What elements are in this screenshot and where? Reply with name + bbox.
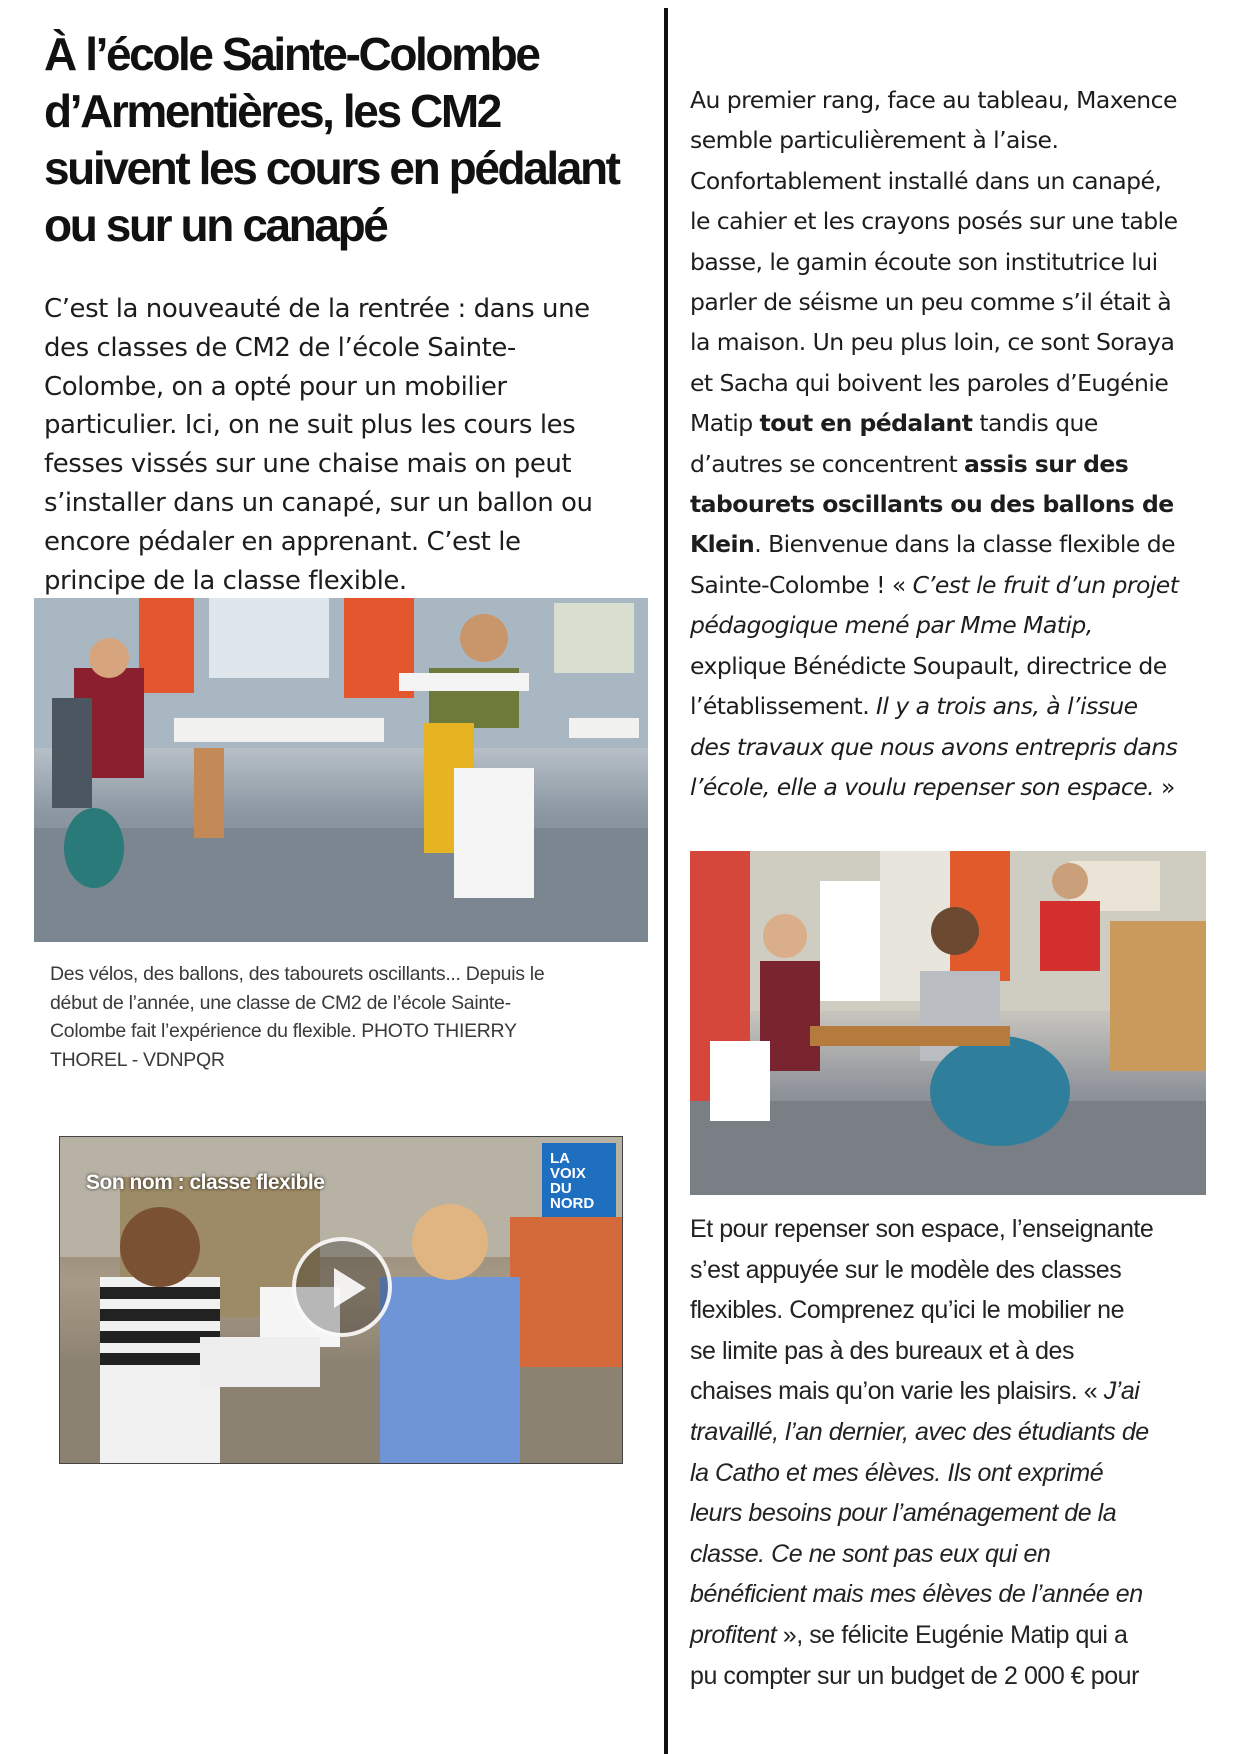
column-divider bbox=[664, 8, 668, 1754]
video-title: Son nom : classe flexible bbox=[86, 1171, 325, 1194]
text-line: Confortablement installé dans un canapé, bbox=[690, 166, 1162, 195]
text-line bbox=[690, 1574, 1210, 1615]
text-line bbox=[690, 484, 1210, 524]
text-line bbox=[690, 1412, 1210, 1453]
text-segment: Matip bbox=[690, 409, 760, 438]
italic-segment: travaillé, l’an dernier, avec des étudiants de bbox=[690, 1417, 1149, 1446]
classroom-photo-ball-illustration bbox=[690, 851, 1206, 1195]
article-headline bbox=[44, 26, 642, 254]
play-icon[interactable] bbox=[292, 1237, 392, 1337]
text-line bbox=[690, 1493, 1210, 1534]
text-line bbox=[690, 1453, 1210, 1494]
text-line: Et pour repenser son espace, l’enseignante bbox=[690, 1215, 1154, 1243]
text-line: Au premier rang, face au tableau, Maxence bbox=[690, 86, 1177, 114]
text-line: semble particulièrement à l’aise. bbox=[690, 126, 1059, 155]
intro-line: particulier. Ici, on ne suit plus les cours les bbox=[44, 410, 576, 441]
italic-segment: des travaux que nous avons entrepris dans bbox=[690, 732, 1178, 761]
intro-line: principe de la classe flexible. bbox=[44, 565, 407, 596]
classroom-photo-bikes bbox=[34, 598, 648, 942]
classroom-photo-ball bbox=[690, 851, 1206, 1195]
text-line bbox=[690, 565, 1210, 605]
italic-segment: l’école, elle a voulu repenser son espace. bbox=[690, 772, 1155, 801]
text-segment: l’établissement. bbox=[690, 692, 877, 721]
left-column bbox=[44, 26, 642, 600]
text-line bbox=[690, 403, 1210, 443]
brand-line: DU bbox=[550, 1180, 572, 1197]
italic-segment: Il y a trois ans, à l’issue bbox=[876, 692, 1138, 721]
text-line: flexibles. Comprenez qu’ici le mobilier ne bbox=[690, 1296, 1125, 1325]
caption-line: Colombe fait l’expérience du flexible. PHOTO THIERRY bbox=[50, 1020, 517, 1042]
italic-segment: profitent bbox=[690, 1620, 777, 1649]
text-segment: tandis que bbox=[972, 409, 1098, 438]
text-segment: . Bienvenue dans la classe flexible de bbox=[754, 530, 1175, 559]
text-line bbox=[690, 1615, 1210, 1656]
intro-line: fesses vissés sur une chaise mais on peut bbox=[44, 449, 572, 480]
headline-line: ou sur un canapé bbox=[44, 199, 387, 251]
bold-segment: tout en pédalant bbox=[759, 409, 973, 438]
caption-line: début de l’année, une classe de CM2 de l’école Sainte- bbox=[50, 991, 511, 1014]
italic-segment: bénéficient mais mes élèves de l’année en bbox=[690, 1580, 1143, 1609]
text-line bbox=[690, 727, 1210, 767]
text-line bbox=[690, 767, 1210, 807]
bold-segment: Klein bbox=[690, 530, 755, 559]
text-line: la maison. Un peu plus loin, ce sont Soraya bbox=[690, 328, 1175, 357]
text-line: pu compter sur un budget de 2 000 € pour bbox=[690, 1661, 1139, 1690]
text-line: s’est appuyée sur le modèle des classes bbox=[690, 1255, 1122, 1284]
caption-line: THOREL - VDNPQR bbox=[50, 1048, 225, 1071]
italic-segment: classe. Ce ne sont pas eux qui en bbox=[690, 1539, 1051, 1568]
brand-line: VOIX bbox=[550, 1165, 586, 1182]
headline-line: À l’école Sainte-Colombe bbox=[44, 28, 539, 80]
text-line bbox=[690, 1371, 1210, 1412]
text-line: le cahier et les crayons posés sur une table bbox=[690, 207, 1178, 236]
italic-segment: J’ai bbox=[1103, 1377, 1140, 1406]
italic-segment: la Catho et mes élèves. Ils ont exprimé bbox=[690, 1458, 1104, 1487]
italic-segment: leurs besoins pour l’aménagement de la bbox=[690, 1499, 1117, 1528]
text-line bbox=[690, 524, 1210, 564]
text-segment: » bbox=[1154, 772, 1175, 801]
intro-line: des classes de CM2 de l’école Sainte- bbox=[44, 332, 516, 363]
text-segment: chaises mais qu’on varie les plaisirs. « bbox=[690, 1377, 1104, 1406]
headline-line: suivent les cours en pédalant bbox=[44, 142, 619, 194]
intro-line: C’est la nouveauté de la rentrée : dans une bbox=[44, 294, 590, 324]
text-line bbox=[690, 1534, 1210, 1575]
video-player[interactable] bbox=[60, 1137, 622, 1463]
intro-line: s’installer dans un canapé, sur un ballon ou bbox=[44, 487, 593, 518]
headline-line: d’Armentières, les CM2 bbox=[44, 85, 500, 137]
brand-line: LA bbox=[550, 1150, 570, 1167]
article-paragraph-2 bbox=[690, 1209, 1210, 1696]
article-paragraph-1 bbox=[690, 80, 1210, 807]
text-segment: d’autres se concentrent bbox=[690, 449, 965, 478]
text-line: basse, le gamin écoute son institutrice lui bbox=[690, 247, 1158, 276]
bold-segment: assis sur des bbox=[964, 449, 1129, 478]
text-line: parler de séisme un peu comme s’il était à bbox=[690, 288, 1172, 317]
la-voix-du-nord-logo bbox=[542, 1143, 616, 1217]
text-line: explique Bénédicte Soupault, directrice de bbox=[690, 651, 1167, 680]
brand-line: NORD bbox=[550, 1195, 595, 1212]
text-line bbox=[690, 444, 1210, 484]
text-line bbox=[690, 686, 1210, 726]
italic-segment: C’est le fruit d’un projet bbox=[912, 570, 1179, 599]
italic-segment: pédagogique mené par Mme Matip, bbox=[690, 611, 1093, 640]
text-segment: », se félicite Eugénie Matip qui a bbox=[776, 1620, 1128, 1649]
right-column bbox=[690, 80, 1210, 807]
text-line: se limite pas à des bureaux et à des bbox=[690, 1336, 1075, 1365]
article-intro bbox=[44, 290, 642, 600]
intro-line: Colombe, on a opté pour un mobilier bbox=[44, 371, 507, 402]
intro-line: encore pédaler en apprenant. C’est le bbox=[44, 526, 521, 557]
bold-segment: tabourets oscillants ou des ballons de bbox=[690, 490, 1174, 519]
text-line bbox=[690, 605, 1210, 645]
classroom-photo-bikes-illustration bbox=[34, 598, 648, 942]
text-line: et Sacha qui boivent les paroles d’Eugénie bbox=[690, 368, 1169, 397]
caption-line: Des vélos, des ballons, des tabourets oscillants... Depuis le bbox=[50, 963, 545, 985]
text-segment: Sainte-Colombe ! « bbox=[690, 570, 913, 599]
photo-caption bbox=[50, 960, 630, 1074]
